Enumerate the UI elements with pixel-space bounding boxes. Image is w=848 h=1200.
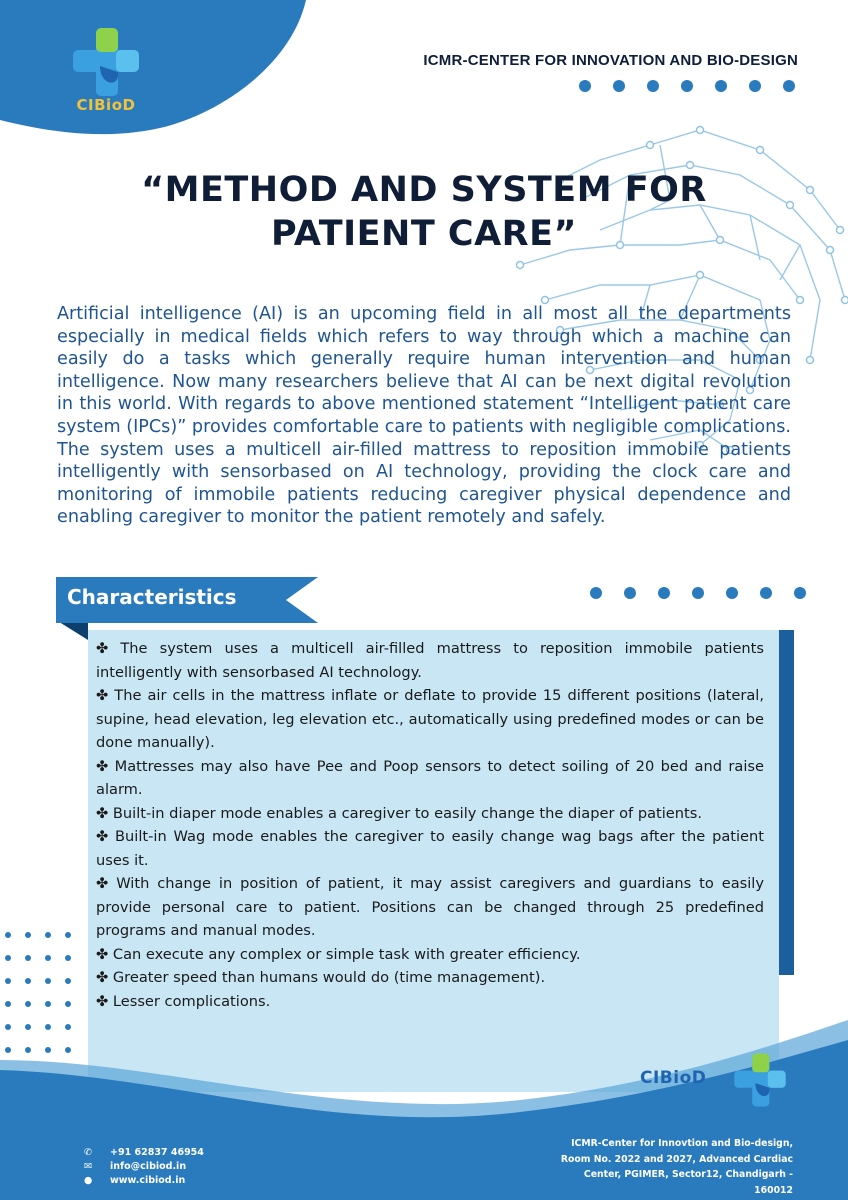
location-icon: ●: [84, 1175, 93, 1186]
page-title: [60, 168, 788, 256]
cross-logo-icon: [732, 1052, 788, 1108]
organization-name: ICMR-CENTER FOR INNOVATION AND BIO-DESIGN: [423, 52, 798, 69]
list-item: ✤ Greater speed than humans would do (time management).: [96, 969, 546, 986]
bullet-icon: ✤: [96, 969, 109, 986]
list-item: ✤ Mattresses may also have Pee and Poop sensors to detect soiling of 20 bed and raise alarm.: [96, 757, 764, 798]
bullet-icon: ✤: [96, 992, 109, 1010]
bullet-icon: ✤: [96, 804, 109, 822]
contact-phone: ✆ +91 62837 46954: [84, 1147, 204, 1158]
list-item: ✤ With change in position of patient, it may assist caregivers and guardians to easily provide personal care to patient. Positions can be changed through 25 predefined programs and manual modes.: [96, 875, 764, 939]
footer-logo: [640, 1052, 795, 1110]
list-item: ✤ Lesser complications.: [96, 992, 271, 1010]
list-item: ✤ Built-in diaper mode enables a caregiver to easily change the diaper of patients.: [96, 804, 702, 822]
bullet-icon: ✤: [96, 828, 109, 845]
title-line-2: PATIENT CARE”: [270, 214, 578, 254]
contact-email[interactable]: ✉ info@cibiod.in: [84, 1161, 187, 1172]
title-line-1: “METHOD AND SYSTEM FOR: [141, 170, 707, 210]
bullet-icon: ✤: [96, 640, 109, 657]
characteristics-heading: Characteristics: [67, 585, 237, 609]
cross-logo-icon: [70, 26, 142, 98]
contact-website[interactable]: ● www.cibiod.in: [84, 1175, 186, 1186]
header-logo-text: CIBioD: [76, 96, 136, 114]
phone-icon: ✆: [84, 1147, 92, 1158]
footer-address: ICMR-Center for Innovtion and Bio-design, Room No. 2022 and 2027, Advanced Cardiac Center, PGIMER, Sector12, Chandigarh - 160012: [560, 1138, 793, 1196]
list-item: ✤ Built-in Wag mode enables the caregiver to easily change wag bags after the patient uses it.: [96, 828, 765, 869]
email-icon: ✉: [84, 1161, 92, 1172]
intro-paragraph: Artificial intelligence (AI) is an upcoming field in all most all the departments especially in medical fields which refers to way through which a machine can easily do a tasks which generally require human intervention and human intelligence. Now many researchers believe that AI can be next digital revolution in this world. With regards to above mentioned statement “Intelligent patient care system (IPCs)” provides comfortable care to patients with negligible complications. The system uses a multicell air-filled mattress to reposition immobile patients intelligently with sensorbased on AI technology, providing the clock care and monitoring of immobile patients reducing caregiver physical dependence and enabling caregiver to monitor the patient remotely and safely.: [57, 304, 791, 528]
bullet-icon: ✤: [96, 687, 109, 704]
bullet-icon: ✤: [96, 757, 109, 775]
header-logo: [70, 26, 142, 116]
bullet-icon: ✤: [96, 945, 109, 963]
list-item: ✤ The air cells in the mattress inflate or deflate to provide 15 different positions (lateral, supine, head elevation, leg elevation etc., automatically using predefined modes or can be done manually).: [96, 687, 764, 751]
list-item: ✤ Can execute any complex or simple task with greater efficiency.: [96, 945, 581, 963]
characteristics-list: [96, 637, 764, 1013]
list-item: ✤ The system uses a multicell air-filled mattress to reposition immobile patients intelligently with sensorbased AI technology.: [96, 640, 764, 681]
bullet-icon: ✤: [96, 875, 109, 892]
footer-logo-text: CIBioD: [640, 1068, 707, 1088]
